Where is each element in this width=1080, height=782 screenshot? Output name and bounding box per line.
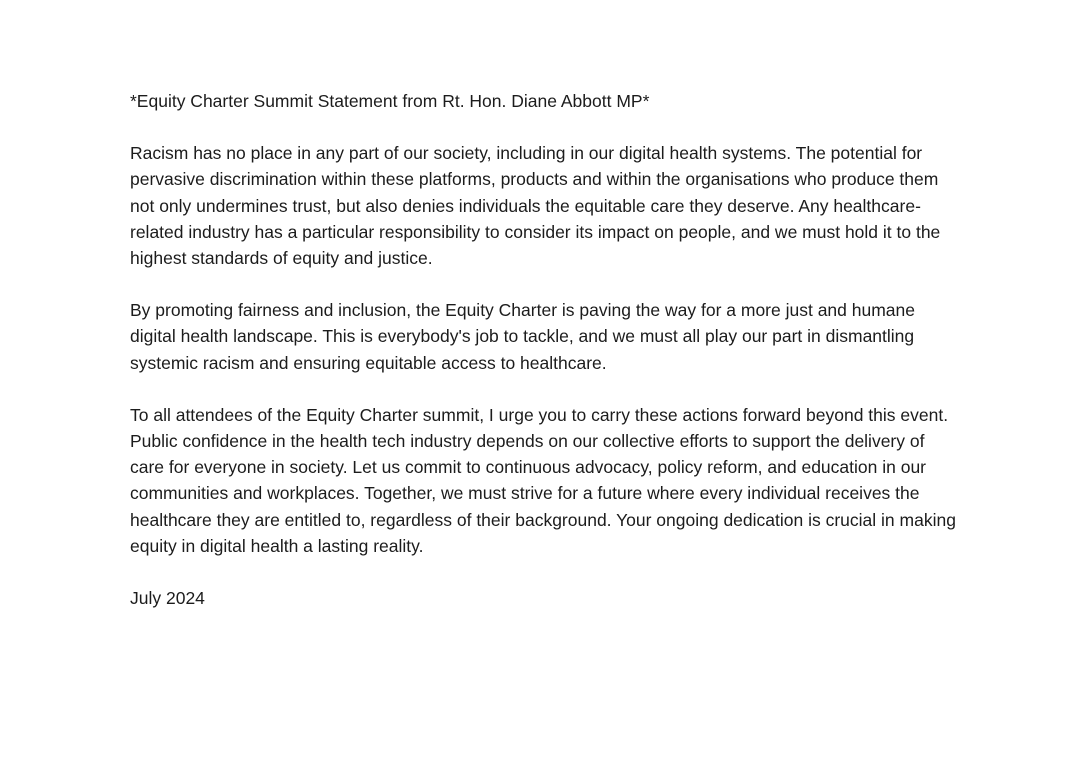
paragraph-fairness: By promoting fairness and inclusion, the Equity Charter is paving the way for a more just and humane digital health landscape. This is everybody's job to tackle, and we must all play our part in dismantling systemic racism and ensuring equitable access to healthcare. — [130, 300, 915, 373]
paragraph-racism: Racism has no place in any part of our society, including in our digital health systems. The potential for pervasive discrimination within these platforms, products and within the organisations who produce them not only undermines trust, but also denies individuals the equitable care they deserve. Any healthcare-related industry has a particular responsibility to consider its impact on people, and we must hold it to the highest standards of equity and justice. — [130, 143, 941, 269]
statement-title: *Equity Charter Summit Statement from Rt. Hon. Diane Abbott MP* — [130, 91, 650, 111]
statement-body — [130, 88, 960, 611]
statement-date: July 2024 — [130, 588, 205, 609]
paragraph-attendees: To all attendees of the Equity Charter summit, I urge you to carry these actions forward beyond this event. Public confidence in the health tech industry depends on our collective efforts to support the delivery of care for everyone in society. Let us commit to continuous advocacy, policy reform, and education in our communities and workplaces. Together, we must strive for a future where every individual receives the healthcare they are entitled to, regardless of their background. Your ongoing dedication is crucial in making equity in digital health a lasting reality. — [130, 404, 956, 556]
